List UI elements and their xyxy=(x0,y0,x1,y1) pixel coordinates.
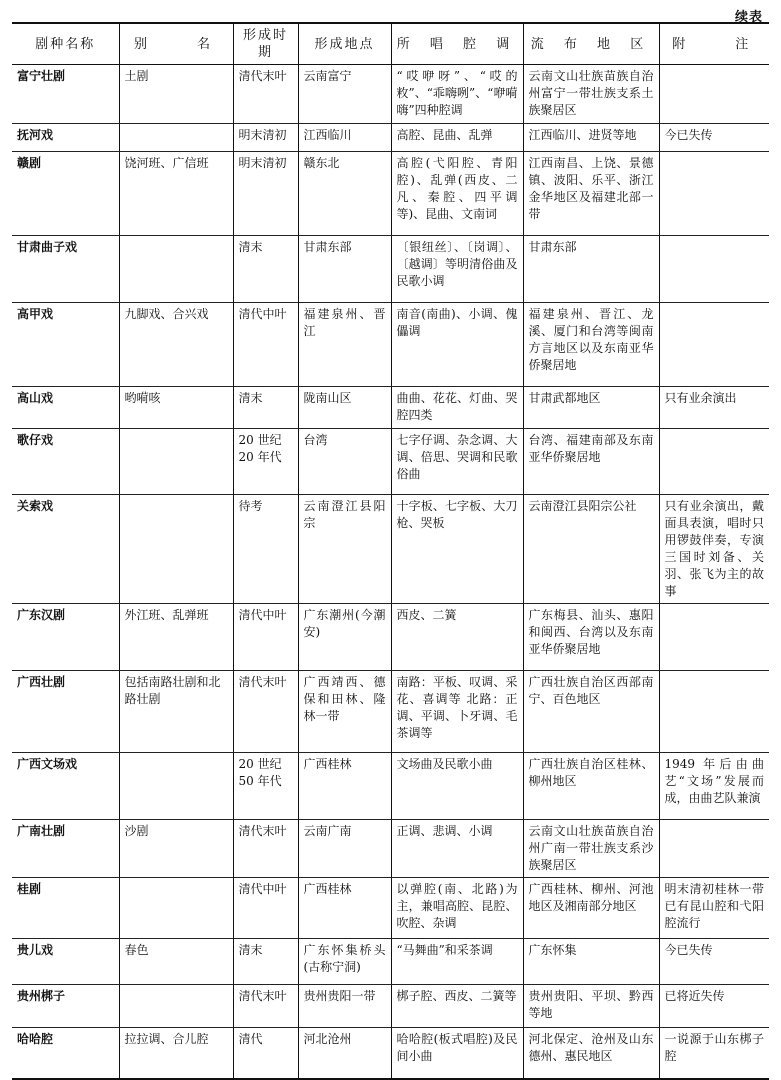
cell-tunes: 南音(南曲)、小调、傀儡调 xyxy=(391,303,523,387)
cell-note: 1949 年后由曲艺“文场”发展而成，由曲艺队兼演 xyxy=(659,753,769,820)
table-row xyxy=(12,124,769,152)
opera-genre-table xyxy=(12,22,769,1080)
continuation-label: 续表 xyxy=(734,10,763,25)
cell-note xyxy=(659,820,769,878)
cell-area: 广西壮族自治区西部南宁、百色地区 xyxy=(523,671,659,753)
table-row xyxy=(12,1028,769,1079)
cell-place: 广西靖西、德保和田林、隆林一带 xyxy=(298,671,391,753)
cell-alias: 沙剧 xyxy=(119,820,233,878)
cell-genre-name: 高甲戏 xyxy=(12,303,119,387)
cell-alias xyxy=(119,495,233,604)
cell-alias: 春色 xyxy=(119,939,233,985)
cell-period: 清代中叶 xyxy=(233,604,298,671)
cell-tunes: 正调、悲调、小调 xyxy=(391,820,523,878)
cell-genre-name: 广南壮剧 xyxy=(12,820,119,878)
cell-period: 清末 xyxy=(233,236,298,303)
cell-note xyxy=(659,303,769,387)
header-genre-name: 剧种名称 xyxy=(12,23,119,65)
cell-period: 清代中叶 xyxy=(233,878,298,939)
table-row xyxy=(12,671,769,753)
cell-area: 广西桂林、柳州、河池地区及湘南部分地区 xyxy=(523,878,659,939)
cell-place: 江西临川 xyxy=(298,124,391,152)
cell-note xyxy=(659,671,769,753)
cell-genre-name: 贵儿戏 xyxy=(12,939,119,985)
cell-area: 甘肃武都地区 xyxy=(523,387,659,429)
table-header-row xyxy=(12,23,769,65)
table-row xyxy=(12,429,769,495)
cell-tunes: 高腔(弋阳腔、青阳腔)、乱弹(西皮、二凡、秦腔、四平调等)、昆曲、文南词 xyxy=(391,152,523,236)
cell-tunes: 梆子腔、西皮、二簧等 xyxy=(391,985,523,1028)
cell-alias xyxy=(119,985,233,1028)
cell-alias: 包括南路壮剧和北路壮剧 xyxy=(119,671,233,753)
cell-genre-name: 关索戏 xyxy=(12,495,119,604)
cell-genre-name: 富宁壮剧 xyxy=(12,65,119,124)
cell-area: 云南澄江县阳宗公社 xyxy=(523,495,659,604)
cell-alias: 饶河班、广信班 xyxy=(119,152,233,236)
cell-period: 清代中叶 xyxy=(233,303,298,387)
cell-tunes: 西皮、二簧 xyxy=(391,604,523,671)
cell-area: 广东梅县、汕头、惠阳和闽西、台湾以及东南亚华侨聚居地 xyxy=(523,604,659,671)
cell-note: 一说源于山东梆子腔 xyxy=(659,1028,769,1079)
cell-period: 待考 xyxy=(233,495,298,604)
cell-period: 清代末叶 xyxy=(233,820,298,878)
cell-tunes: 南路：平板、叹调、采花、喜调等 北路：正调、平调、卜牙调、毛茶调等 xyxy=(391,671,523,753)
cell-note xyxy=(659,429,769,495)
table-row xyxy=(12,820,769,878)
cell-period: 20 世纪 50 年代 xyxy=(233,753,298,820)
cell-tunes: 高腔、昆曲、乱弹 xyxy=(391,124,523,152)
cell-note: 今已失传 xyxy=(659,124,769,152)
cell-period: 清末 xyxy=(233,939,298,985)
cell-place: 赣东北 xyxy=(298,152,391,236)
cell-tunes: 曲曲、花花、灯曲、哭腔四类 xyxy=(391,387,523,429)
cell-genre-name: 贵州梆子 xyxy=(12,985,119,1028)
table-row xyxy=(12,387,769,429)
header-place: 形成地点 xyxy=(298,23,391,65)
cell-period: 清代 xyxy=(233,1028,298,1079)
cell-genre-name: 广西壮剧 xyxy=(12,671,119,753)
cell-period: 明末清初 xyxy=(233,124,298,152)
cell-tunes: “哎咿呀”、“哎的敉”、“乖嗨咧”、“咿嗬嗨”四种腔调 xyxy=(391,65,523,124)
cell-area: 云南文山壮族苗族自治州富宁一带壮族支系土族聚居区 xyxy=(523,65,659,124)
cell-place: 广东潮州(今潮安) xyxy=(298,604,391,671)
cell-period: 20 世纪 20 年代 xyxy=(233,429,298,495)
table-row xyxy=(12,985,769,1028)
cell-note xyxy=(659,65,769,124)
cell-alias: 九脚戏、合兴戏 xyxy=(119,303,233,387)
cell-genre-name: 抚河戏 xyxy=(12,124,119,152)
cell-period: 清代末叶 xyxy=(233,985,298,1028)
header-alias: 别 名 xyxy=(119,23,233,65)
cell-place: 陇南山区 xyxy=(298,387,391,429)
cell-place: 广东怀集桥头(古称宁洞) xyxy=(298,939,391,985)
table-row xyxy=(12,495,769,604)
cell-period: 清代末叶 xyxy=(233,65,298,124)
table-row xyxy=(12,753,769,820)
cell-genre-name: 赣剧 xyxy=(12,152,119,236)
cell-place: 河北沧州 xyxy=(298,1028,391,1079)
table-row xyxy=(12,152,769,236)
cell-note xyxy=(659,604,769,671)
table-row xyxy=(12,236,769,303)
cell-genre-name: 桂剧 xyxy=(12,878,119,939)
cell-period: 明末清初 xyxy=(233,152,298,236)
cell-alias: 哟嗬咳 xyxy=(119,387,233,429)
cell-alias xyxy=(119,236,233,303)
cell-note: 只有业余演出 xyxy=(659,387,769,429)
table-row xyxy=(12,65,769,124)
cell-area: 江西南昌、上饶、景德镇、波阳、乐平、浙江金华地区及福建北部一带 xyxy=(523,152,659,236)
cell-note xyxy=(659,236,769,303)
header-period: 形成时期 xyxy=(233,23,298,65)
cell-place: 云南富宁 xyxy=(298,65,391,124)
cell-note: 已将近失传 xyxy=(659,985,769,1028)
cell-note: 只有业余演出，戴面具表演，唱时只用锣鼓伴奏，专演三国时刘备、关羽、张飞为主的故事 xyxy=(659,495,769,604)
cell-alias xyxy=(119,124,233,152)
cell-note: 今已失传 xyxy=(659,939,769,985)
cell-place: 台湾 xyxy=(298,429,391,495)
cell-place: 贵州贵阳一带 xyxy=(298,985,391,1028)
header-note: 附 注 xyxy=(659,23,769,65)
table-row xyxy=(12,303,769,387)
cell-tunes: 以弹腔(南、北路)为主，兼唱高腔、昆腔、吹腔、杂调 xyxy=(391,878,523,939)
cell-area: 甘肃东部 xyxy=(523,236,659,303)
table-row xyxy=(12,878,769,939)
cell-area: 云南文山壮族苗族自治州广南一带壮族支系沙族聚居区 xyxy=(523,820,659,878)
cell-area: 福建泉州、晋江、龙溪、厦门和台湾等闽南方言地区以及东南亚华侨聚居地 xyxy=(523,303,659,387)
table-row xyxy=(12,939,769,985)
cell-area: 广东怀集 xyxy=(523,939,659,985)
cell-period: 清末 xyxy=(233,387,298,429)
cell-place: 广西桂林 xyxy=(298,878,391,939)
cell-alias: 外江班、乱弹班 xyxy=(119,604,233,671)
cell-period: 清代末叶 xyxy=(233,671,298,753)
cell-area: 广西壮族自治区桂林、柳州地区 xyxy=(523,753,659,820)
cell-note xyxy=(659,152,769,236)
cell-genre-name: 甘肃曲子戏 xyxy=(12,236,119,303)
cell-area: 江西临川、进贤等地 xyxy=(523,124,659,152)
cell-alias xyxy=(119,753,233,820)
cell-place: 甘肃东部 xyxy=(298,236,391,303)
cell-tunes: 〔银纽丝〕、〔岗调〕、〔越调〕等明清俗曲及民歌小调 xyxy=(391,236,523,303)
cell-tunes: 七字仔调、杂念调、大调、倍思、哭调和民歌俗曲 xyxy=(391,429,523,495)
cell-genre-name: 广东汉剧 xyxy=(12,604,119,671)
cell-tunes: 文场曲及民歌小曲 xyxy=(391,753,523,820)
header-tunes: 所 唱 腔 调 xyxy=(391,23,523,65)
cell-alias: 拉拉调、合儿腔 xyxy=(119,1028,233,1079)
cell-area: 台湾、福建南部及东南亚华侨聚居地 xyxy=(523,429,659,495)
cell-genre-name: 广西文场戏 xyxy=(12,753,119,820)
cell-area: 贵州贵阳、平坝、黔西等地 xyxy=(523,985,659,1028)
cell-alias: 土剧 xyxy=(119,65,233,124)
cell-area: 河北保定、沧州及山东德州、惠民地区 xyxy=(523,1028,659,1079)
cell-place: 福建泉州、晋江 xyxy=(298,303,391,387)
cell-alias xyxy=(119,878,233,939)
cell-tunes: 哈哈腔(板式唱腔)及民间小曲 xyxy=(391,1028,523,1079)
cell-place: 云南广南 xyxy=(298,820,391,878)
cell-tunes: “马舞曲”和采茶调 xyxy=(391,939,523,985)
cell-genre-name: 哈哈腔 xyxy=(12,1028,119,1079)
header-area: 流 布 地 区 xyxy=(523,23,659,65)
cell-genre-name: 高山戏 xyxy=(12,387,119,429)
cell-genre-name: 歌仔戏 xyxy=(12,429,119,495)
cell-note: 明末清初桂林一带已有昆山腔和弋阳腔流行 xyxy=(659,878,769,939)
cell-place: 广西桂林 xyxy=(298,753,391,820)
table-row xyxy=(12,604,769,671)
cell-tunes: 十字板、七字板、大刀枪、哭板 xyxy=(391,495,523,604)
cell-alias xyxy=(119,429,233,495)
cell-place: 云南澄江县阳宗 xyxy=(298,495,391,604)
